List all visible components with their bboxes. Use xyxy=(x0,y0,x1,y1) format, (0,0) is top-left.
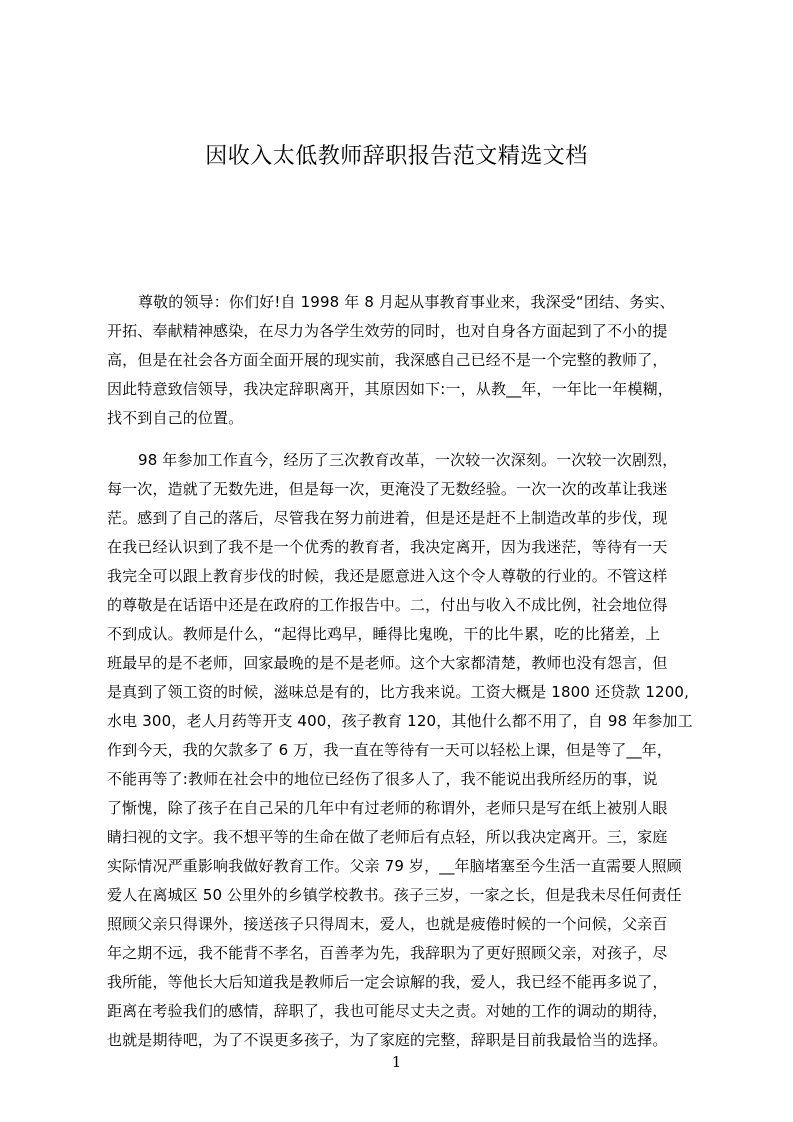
text-line: 因此特意致信领导，我决定辞职离开，其原因如下:一，从教__年，一年比一年模糊， xyxy=(107,380,673,398)
text-line: 找不到自己的位置。 xyxy=(107,409,244,427)
text-line: 距离在考验我们的感情，辞职了，我也可能尽丈夫之责。对她的工作的调动的期待， xyxy=(107,1002,668,1020)
text-line: 每一次，造就了无数先进，但是每一次，更淹没了无数经验。一次一次的改革让我迷 xyxy=(107,480,668,498)
page-number: 1 xyxy=(391,1053,402,1071)
text-line: 也就是期待吧，为了不误更多孩子，为了家庭的完整，辞职是目前我最恰当的选择。 xyxy=(107,1031,668,1049)
text-line: 是真到了领工资的时候，滋味总是有的，比方我来说。工资大概是 1800 还贷款 1200, xyxy=(107,683,690,701)
text-line: 开拓、奉献精神感染，在尽力为各学生效劳的同时，也对自身各方面起到了不小的提 xyxy=(107,322,668,340)
text-line: 作到今天，我的欠款多了 6 万，我一直在等待有一天可以轻松上课，但是等了__年， xyxy=(107,741,673,759)
text-line: 爱人在离城区 50 公里外的乡镇学校教书。孩子三岁，一家之长，但是我未尽任何责任 xyxy=(107,886,682,904)
text-line: 水电 300，老人月药等开支 400，孩子教育 120，其他什么都不用了，自 98 年参加工 xyxy=(107,712,693,730)
text-line: 98 年参加工作直今，经历了三次教育改革，一次较一次深刻。一次较一次剧烈， xyxy=(138,451,678,469)
text-line: 不到成认。教师是什么，“起得比鸡早，睡得比鬼晚，干的比牛累，吃的比猪差，上 xyxy=(107,625,661,643)
text-line: 了惭愧，除了孩子在自己呆的几年中有过老师的称谓外，老师只是写在纸上被别人眼 xyxy=(107,799,668,817)
text-line: 高，但是在社会各方面全面开展的现实前，我深感自己已经不是一个完整的教师了， xyxy=(107,351,668,369)
text-line: 我完全可以跟上教育步伐的时候，我还是愿意进入这个令人尊敬的行业的。不管这样 xyxy=(107,567,668,585)
text-line: 照顾父亲只得课外，接送孩子只得周末，爱人，也就是疲倦时候的一个问候，父亲百 xyxy=(107,915,668,933)
text-line: 不能再等了:教师在社会中的地位已经伤了很多人了，我不能说出我所经历的事，说 xyxy=(107,770,658,788)
text-line: 年之期不远，我不能背不孝名，百善孝为先，我辞职为了更好照顾父亲，对孩子，尽 xyxy=(107,944,668,962)
text-line: 尊敬的领导：你们好!自 1998 年 8 月起从事教育事业来，我深受“团结、务实、 xyxy=(138,293,675,311)
text-line: 实际情况严重影响我做好教育工作。父亲 79 岁，__年脑堵塞至今生活一直需要人照顾 xyxy=(107,857,682,875)
text-line: 茫。感到了自己的落后，尽管我在努力前进着，但是还是赶不上制造改革的步伐，现 xyxy=(107,509,668,527)
paragraph-2 xyxy=(107,446,697,1055)
text-line: 的尊敬是在话语中还是在政府的工作报告中。二，付出与收入不成比例，社会地位得 xyxy=(107,596,668,614)
paragraph-1 xyxy=(107,288,697,433)
text-line: 我所能，等他长大后知道我是教师后一定会谅解的我，爱人，我已经不能再多说了， xyxy=(107,973,668,991)
text-line: 在我已经认识到了我不是一个优秀的教育者，我决定离开，因为我迷茫，等待有一天 xyxy=(107,538,668,556)
document-title: 因收入太低教师辞职报告范文精选文档 xyxy=(205,144,588,169)
text-line: 睛扫视的文字。我不想平等的生命在做了老师后有点轻，所以我决定离开。三，家庭 xyxy=(107,828,668,846)
text-line: 班最早的是不老师，回家最晚的是不是老师。这个大家都清楚，教师也没有怨言，但 xyxy=(107,654,668,672)
